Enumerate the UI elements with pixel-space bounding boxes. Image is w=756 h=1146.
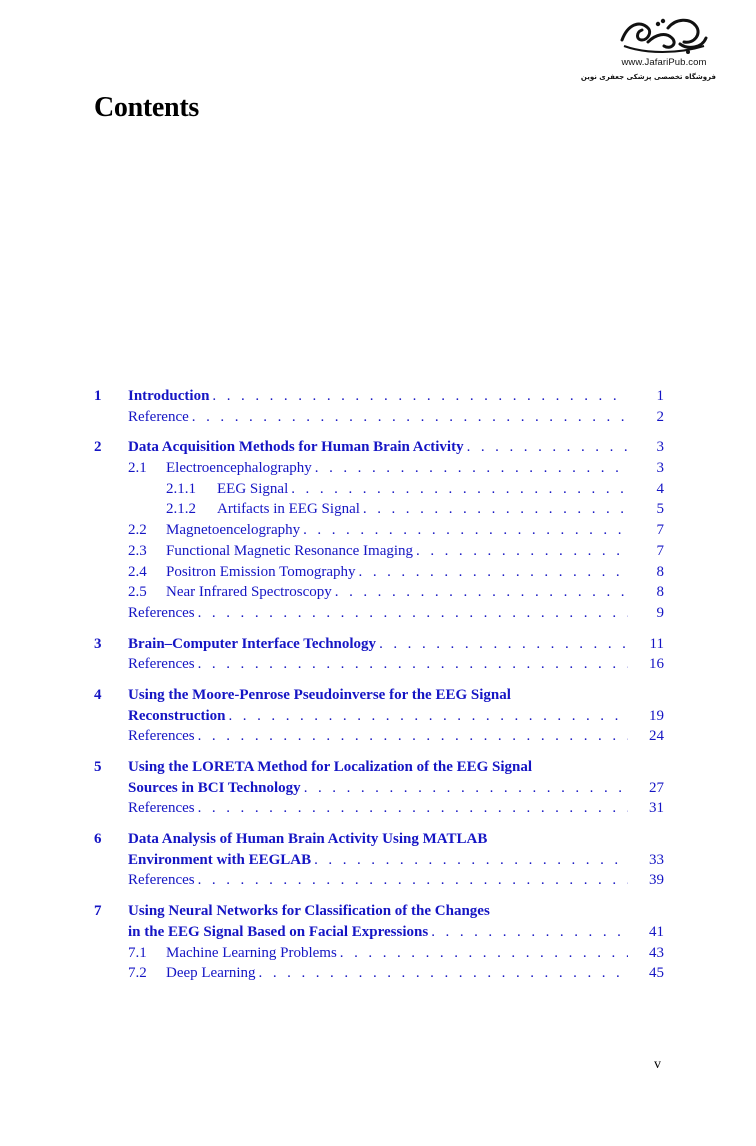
toc-chapter-heading[interactable] <box>94 437 664 458</box>
toc-chapter-heading[interactable] <box>94 634 664 655</box>
section-number: 2.5 <box>128 584 147 601</box>
subsection-title: Artifacts in EEG Signal <box>217 501 360 518</box>
page-number: 27 <box>649 779 664 796</box>
dot-leader <box>379 634 628 655</box>
chapter-title: Introduction <box>128 388 210 404</box>
publisher-logo-icon <box>618 14 710 56</box>
chapter-title: Data Acquisition Methods for Human Brain Activity <box>128 439 464 456</box>
chapter-number: 4 <box>94 686 102 703</box>
dot-leader <box>416 541 628 562</box>
toc-chapter-6 <box>94 829 664 891</box>
toc-references[interactable] <box>94 407 664 428</box>
dot-leader <box>340 943 628 964</box>
chapter-number: 2 <box>94 439 102 456</box>
chapter-title-continued: in the EEG Signal Based on Facial Expressions <box>128 923 429 940</box>
references-label: References <box>128 728 195 745</box>
toc-chapter-heading[interactable] <box>94 685 664 706</box>
chapter-title: Brain–Computer Interface Technology <box>128 635 377 652</box>
toc-subsection[interactable] <box>94 499 664 520</box>
chapter-title: Using Neural Networks for Classification of the Changes <box>128 903 490 920</box>
section-number: 2.3 <box>128 542 147 559</box>
page-number: 9 <box>656 604 664 621</box>
section-number: 7.2 <box>128 965 147 982</box>
page-number: 11 <box>649 635 664 652</box>
chapter-title-continued: Sources in BCI Technology <box>128 779 301 796</box>
toc-chapter-heading[interactable] <box>94 829 664 850</box>
section-number: 2.2 <box>128 522 147 539</box>
page-number: 1 <box>656 388 664 404</box>
dot-leader <box>198 603 628 624</box>
toc-references[interactable] <box>94 870 664 891</box>
page-number: 16 <box>649 656 664 673</box>
subsection-title: EEG Signal <box>217 480 289 497</box>
page-title: Contents <box>94 92 199 123</box>
chapter-title: Data Analysis of Human Brain Activity Using MATLAB <box>128 831 488 848</box>
dot-leader <box>291 479 628 500</box>
toc-section[interactable] <box>94 541 664 562</box>
dot-leader <box>359 562 628 583</box>
dot-leader <box>229 706 629 727</box>
toc-section[interactable] <box>94 562 664 583</box>
toc-chapter-1 <box>94 386 664 427</box>
references-label: References <box>128 872 195 889</box>
chapter-number: 3 <box>94 635 102 652</box>
chapter-title-continued: Reconstruction <box>128 707 226 724</box>
section-title: Near Infrared Spectroscopy <box>166 584 332 601</box>
page-number: 4 <box>656 480 664 497</box>
dot-leader <box>198 870 628 891</box>
subsection-number: 2.1.1 <box>166 480 196 497</box>
page-number: 5 <box>656 501 664 518</box>
page-number: 33 <box>649 851 664 868</box>
toc-section[interactable] <box>94 943 664 964</box>
toc-chapter-5 <box>94 757 664 819</box>
toc-chapter-heading-continued[interactable] <box>94 850 664 871</box>
section-title: Machine Learning Problems <box>166 944 337 961</box>
section-number: 7.1 <box>128 944 147 961</box>
toc-references[interactable] <box>94 798 664 819</box>
toc-section[interactable] <box>94 458 664 479</box>
toc-section[interactable] <box>94 963 664 984</box>
page-number: 7 <box>656 542 664 559</box>
references-label: Reference <box>128 408 189 425</box>
dot-leader <box>315 458 628 479</box>
toc-chapter-4 <box>94 685 664 747</box>
toc-chapter-heading[interactable] <box>94 757 664 778</box>
toc-chapter-7 <box>94 901 664 984</box>
toc-references[interactable] <box>94 603 664 624</box>
page-number: 43 <box>649 944 664 961</box>
toc-chapter-2 <box>94 437 664 623</box>
dot-leader <box>192 407 628 428</box>
references-label: References <box>128 800 195 817</box>
chapter-title: Using the Moore-Penrose Pseudoinverse for the EEG Signal <box>128 686 511 703</box>
publisher-watermark <box>580 14 716 81</box>
chapter-number: 5 <box>94 759 102 775</box>
dot-leader <box>198 654 628 675</box>
toc-chapter-heading-continued[interactable] <box>94 706 664 727</box>
dot-leader <box>467 437 628 458</box>
section-title: Deep Learning <box>166 965 256 982</box>
dot-leader <box>431 922 628 943</box>
toc-chapter-heading-continued[interactable] <box>94 778 664 799</box>
toc-section[interactable] <box>94 520 664 541</box>
dot-leader <box>314 850 628 871</box>
page-number: 39 <box>649 872 664 889</box>
page-number: 8 <box>656 563 664 580</box>
chapter-title-continued: Environment with EEGLAB <box>128 851 312 868</box>
table-of-contents <box>94 386 664 994</box>
dot-leader <box>363 499 628 520</box>
page-folio: v <box>654 1057 661 1072</box>
page-number: 3 <box>656 439 664 456</box>
toc-subsection[interactable] <box>94 479 664 500</box>
section-number: 2.1 <box>128 460 147 477</box>
subsection-number: 2.1.2 <box>166 501 196 518</box>
toc-references[interactable] <box>94 654 664 675</box>
page-number: 8 <box>656 584 664 601</box>
section-title: Electroencephalography <box>166 460 312 477</box>
toc-chapter-heading[interactable] <box>94 386 664 407</box>
watermark-tagline: فروشگاه تخصصی پزشکی جعفری نوین <box>580 73 716 81</box>
references-label: References <box>128 604 195 621</box>
page-number: 3 <box>656 460 664 477</box>
chapter-number: 6 <box>94 831 102 848</box>
chapter-number: 7 <box>94 903 102 920</box>
toc-references[interactable] <box>94 726 664 747</box>
page-number: 41 <box>649 923 664 940</box>
toc-chapter-heading[interactable] <box>94 901 664 922</box>
dot-leader <box>335 582 628 603</box>
page-number: 7 <box>656 522 664 539</box>
page-number: 24 <box>649 728 664 745</box>
toc-chapter-3 <box>94 634 664 675</box>
dot-leader <box>259 963 628 984</box>
section-title: Magnetoencelography <box>166 522 301 539</box>
references-label: References <box>128 656 195 673</box>
dot-leader <box>198 726 628 747</box>
dot-leader <box>303 520 628 541</box>
section-number: 2.4 <box>128 563 147 580</box>
toc-section[interactable] <box>94 582 664 603</box>
page-number: 45 <box>649 965 664 982</box>
section-title: Positron Emission Tomography <box>166 563 356 580</box>
dot-leader <box>198 798 628 819</box>
section-title: Functional Magnetic Resonance Imaging <box>166 542 414 559</box>
dot-leader <box>212 386 628 407</box>
dot-leader <box>304 778 628 799</box>
watermark-url: www.JafariPub.com <box>621 57 707 68</box>
chapter-number: 1 <box>94 388 102 404</box>
page-number: 31 <box>649 800 664 817</box>
page-number: 2 <box>656 408 664 425</box>
toc-chapter-heading-continued[interactable] <box>94 922 664 943</box>
chapter-title: Using the LORETA Method for Localization of the EEG Signal <box>128 759 533 775</box>
page-number: 19 <box>649 707 664 724</box>
